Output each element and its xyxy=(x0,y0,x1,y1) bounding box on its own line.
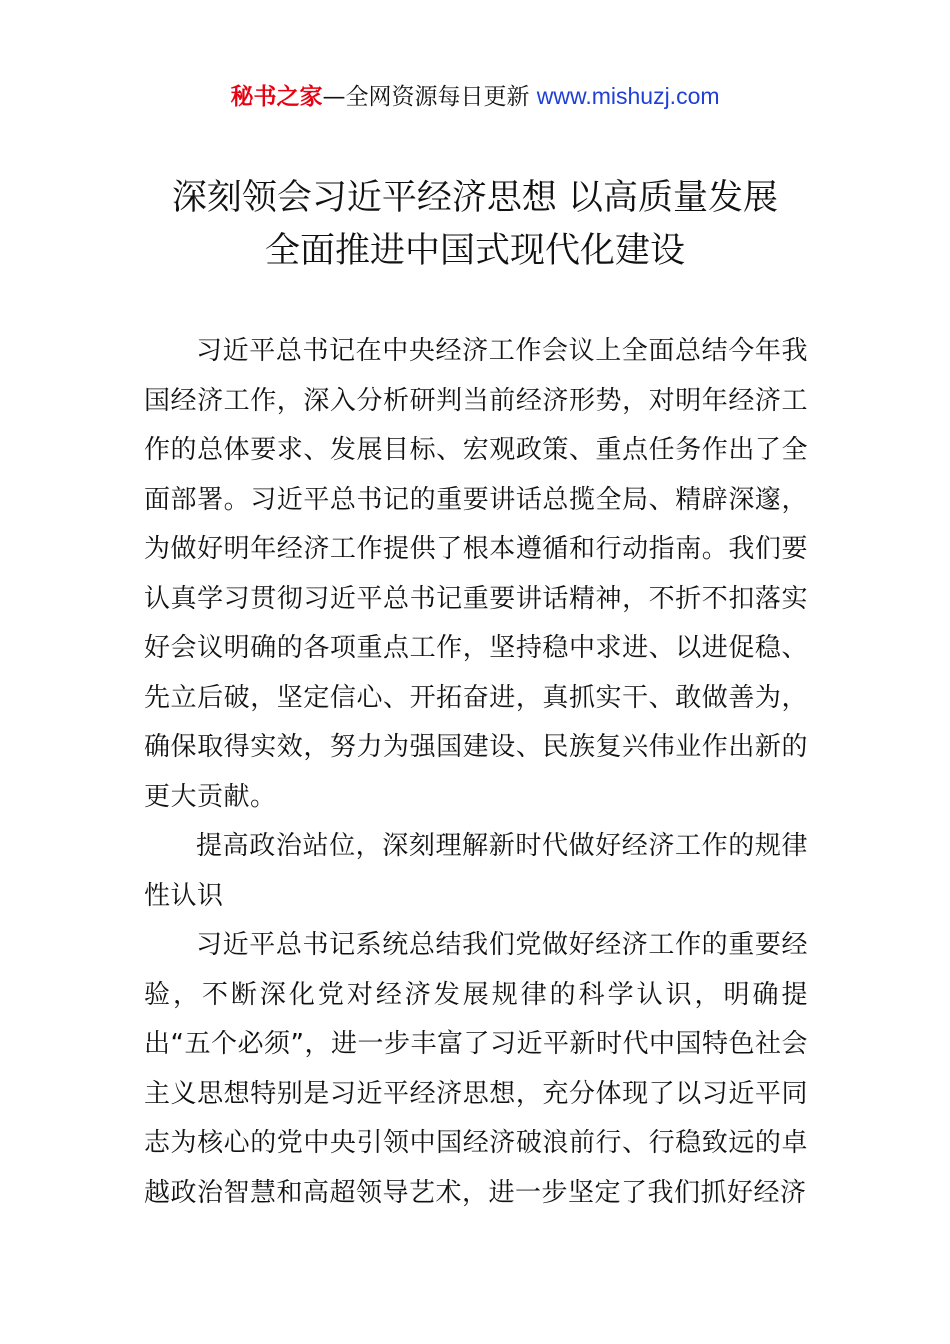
site-header xyxy=(0,80,950,113)
site-tagline: —全网资源每日更新 xyxy=(322,84,530,110)
section-heading: 提高政治站位，深刻理解新时代做好经济工作的规律性认识 xyxy=(144,831,808,911)
paragraph-section-1: 习近平总书记系统总结我们党做好经济工作的重要经验，不断深化党对经济发展规律的科学认识，明确提出“五个必须”，进一步丰富了习近平新时代中国特色社会主义思想特别是习近平经济思想，充分体现了以习近平同志为核心的党中央引领中国经济破浪前行、行稳致远的卓越政治智慧和高超领导艺术，进一步坚定了我们抓好经济 xyxy=(144,930,808,1208)
site-url-link[interactable]: www.mishuzj.com xyxy=(536,83,720,109)
document-title xyxy=(0,172,950,278)
site-brand: 秘书之家 xyxy=(230,84,323,110)
title-line-2: 全面推进中国式现代化建设 xyxy=(264,231,685,271)
title-line-1: 深刻领会习近平经济思想 以高质量发展 xyxy=(171,178,779,218)
document-body xyxy=(144,327,808,1218)
paragraph-intro: 习近平总书记在中央经济工作会议上全面总结今年我国经济工作，深入分析研判当前经济形势，对明年经济工作的总体要求、发展目标、宏观政策、重点任务作出了全面部署。习近平总书记的重要讲话总揽全局、精辟深邃，为做好明年经济工作提供了根本遵循和行动指南。我们要认真学习贯彻习近平总书记重要讲话精神，不折不扣落实好会议明确的各项重点工作，坚持稳中求进、以进促稳、先立后破，坚定信心、开拓奋进，真抓实干、敢做善为，确保取得实效，努力为强国建设、民族复兴伟业作出新的更大贡献。 xyxy=(144,336,808,812)
